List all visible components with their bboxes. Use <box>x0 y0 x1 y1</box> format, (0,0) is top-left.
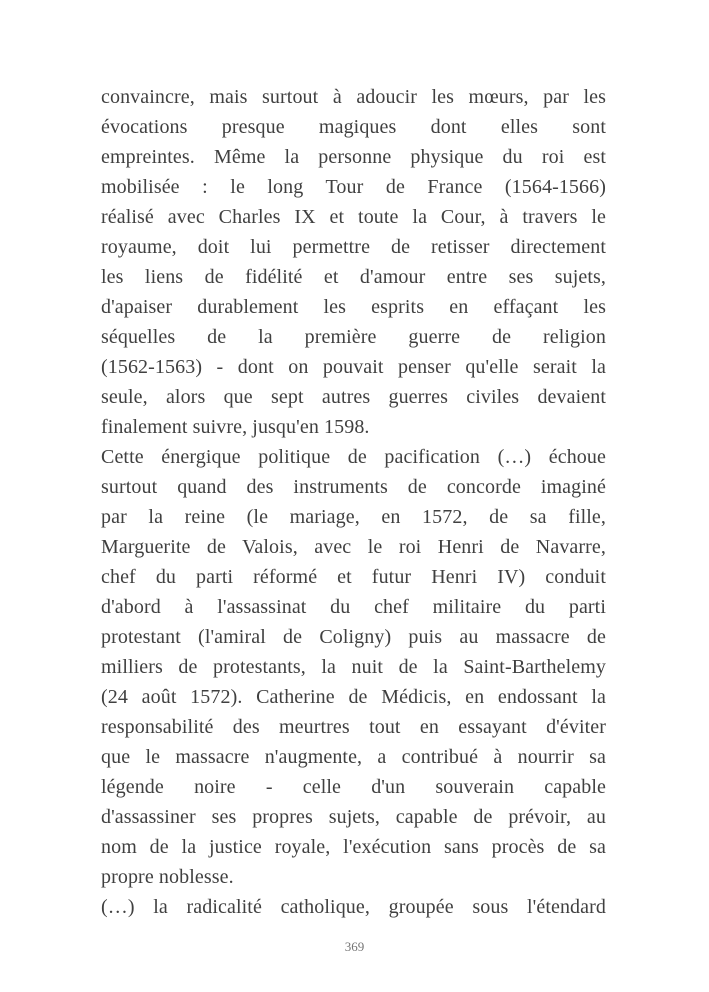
text-line: finalement suivre, jusqu'en 1598. <box>101 416 370 438</box>
text-line: légende noire - celle d'un souverain capable <box>101 776 606 798</box>
text-line: royaume, doit lui permettre de retisser directement <box>101 236 606 258</box>
page-text <box>101 82 606 922</box>
text-line: Cette énergique politique de pacification (…) échoue <box>101 446 606 468</box>
text-line: que le massacre n'augmente, a contribué à nourrir sa <box>101 746 606 768</box>
text-line: (1562-1563) - dont on pouvait penser qu'elle serait la <box>101 356 606 378</box>
text-line: convaincre, mais surtout à adoucir les mœurs, par les <box>101 86 606 108</box>
text-line: protestant (l'amiral de Coligny) puis au massacre de <box>101 626 606 648</box>
text-line: empreintes. Même la personne physique du roi est <box>101 146 606 168</box>
text-line: responsabilité des meurtres tout en essayant d'éviter <box>101 716 606 738</box>
text-line: évocations presque magiques dont elles sont <box>101 116 606 138</box>
text-line: milliers de protestants, la nuit de la Saint-Barthelemy <box>101 656 606 678</box>
text-line: d'assassiner ses propres sujets, capable de prévoir, au <box>101 806 606 828</box>
text-line: mobilisée : le long Tour de France (1564-1566) <box>101 176 606 198</box>
text-line: nom de la justice royale, l'exécution sans procès de sa <box>101 836 606 858</box>
text-line: propre noblesse. <box>101 866 234 888</box>
text-line: séquelles de la première guerre de religion <box>101 326 606 348</box>
text-line: par la reine (le mariage, en 1572, de sa fille, <box>101 506 606 528</box>
text-line: (…) la radicalité catholique, groupée sous l'étendard <box>101 896 606 918</box>
text-line: Marguerite de Valois, avec le roi Henri de Navarre, <box>101 536 606 558</box>
text-line: d'apaiser durablement les esprits en effaçant les <box>101 296 606 318</box>
text-line: d'abord à l'assassinat du chef militaire du parti <box>101 596 606 618</box>
text-line: (24 août 1572). Catherine de Médicis, en endossant la <box>101 686 606 708</box>
text-line: les liens de fidélité et d'amour entre ses sujets, <box>101 266 606 288</box>
text-line: seule, alors que sept autres guerres civiles devaient <box>101 386 606 408</box>
page-number: 369 <box>344 939 365 954</box>
text-line: chef du parti réformé et futur Henri IV) conduit <box>101 566 606 588</box>
text-line: réalisé avec Charles IX et toute la Cour, à travers le <box>101 206 606 228</box>
text-line: surtout quand des instruments de concorde imaginé <box>101 476 606 498</box>
